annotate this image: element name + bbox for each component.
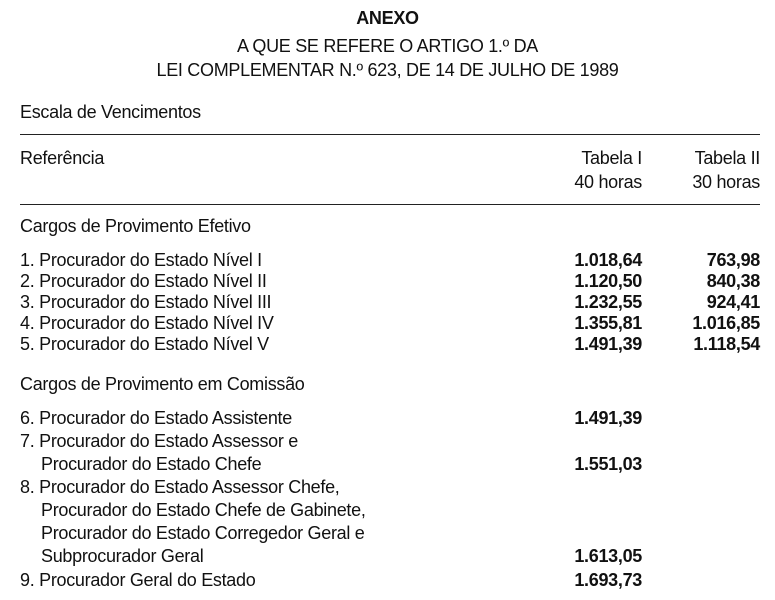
value-tabela-1: 1.551,03 [574,454,642,474]
value-tabela-1: 1.693,73 [574,570,642,590]
row-label: 2. Procurador do Estado Nível II [20,271,267,291]
value-tabela-1: 1.491,39 [574,408,642,428]
column-header-tabela-2: Tabela II [694,148,760,168]
group-label: Cargos de Provimento em Comissão [20,374,305,394]
row-label: 3. Procurador do Estado Nível III [20,292,272,312]
row-label: Procurador do Estado Corregedor Geral e [41,523,365,543]
section-title: Escala de Vencimentos [20,102,201,122]
row-label: 6. Procurador do Estado Assistente [20,408,292,428]
value-tabela-2: 1.118,54 [693,334,760,354]
value-tabela-1: 1.018,64 [574,250,642,270]
value-tabela-2: 924,41 [706,292,760,312]
column-header-tabela-1-hours: 40 horas [574,172,642,192]
value-tabela-2: 840,38 [706,271,760,291]
value-tabela-1: 1.355,81 [574,313,642,333]
value-tabela-2: 763,98 [706,250,760,270]
value-tabela-1: 1.491,39 [574,334,642,354]
value-tabela-2: 1.016,85 [692,313,760,333]
row-label: Subprocurador Geral [41,546,204,566]
row-label: 5. Procurador do Estado Nível V [20,334,269,354]
value-tabela-1: 1.613,05 [574,546,642,566]
group-label: Cargos de Provimento Efetivo [20,216,251,236]
row-label: 8. Procurador do Estado Assessor Chefe, [20,477,340,497]
row-label: 7. Procurador do Estado Assessor e [20,431,298,451]
row-label: 9. Procurador Geral do Estado [20,570,256,590]
column-header-tabela-2-hours: 30 horas [692,172,760,192]
value-tabela-1: 1.232,55 [574,292,642,312]
table-header-rule [20,204,760,205]
row-label: 1. Procurador do Estado Nível I [20,250,262,270]
table-top-rule [20,134,760,135]
row-label: Procurador do Estado Chefe de Gabinete, [41,500,366,520]
document-subtitle-line2: LEI COMPLEMENTAR N.º 623, DE 14 DE JULHO DE 1989 [156,60,619,80]
document-title: ANEXO [356,8,419,28]
column-header-reference: Referência [20,148,105,168]
row-label: 4. Procurador do Estado Nível IV [20,313,274,333]
row-label: Procurador do Estado Chefe [41,454,262,474]
value-tabela-1: 1.120,50 [574,271,642,291]
column-header-tabela-1: Tabela I [581,148,642,168]
document-subtitle-line1: A QUE SE REFERE O ARTIGO 1.º DA [236,36,539,56]
